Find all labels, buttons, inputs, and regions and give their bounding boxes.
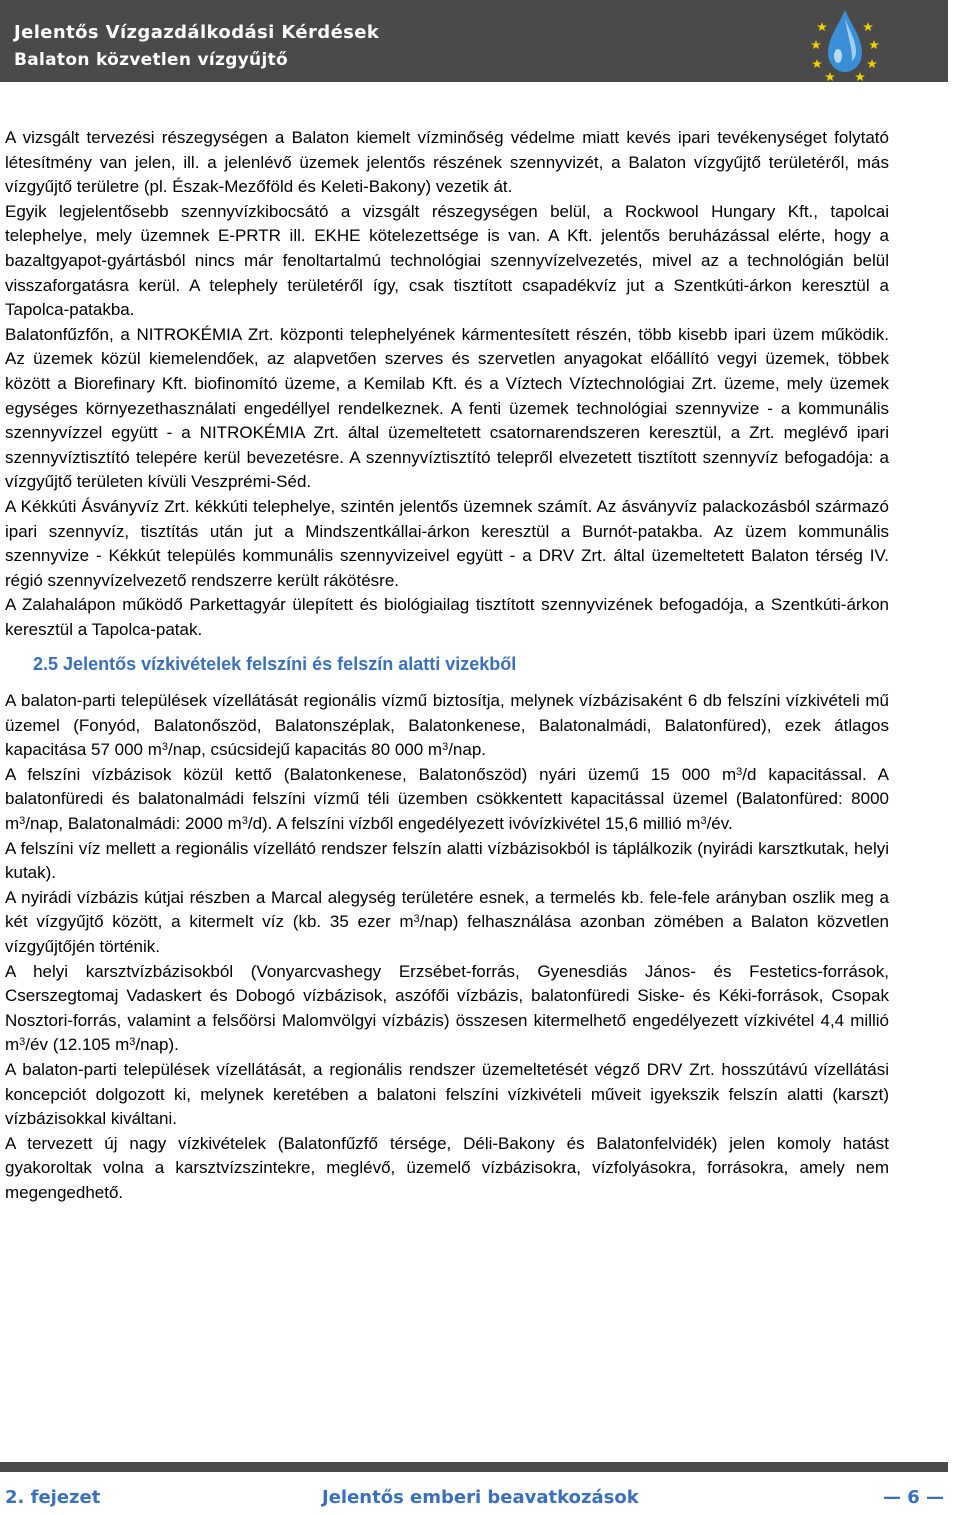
eu-water-drop-logo-icon <box>808 6 882 84</box>
header-subtitle: Balaton közvetlen vízgyűjtő <box>14 50 288 70</box>
paragraph: A Kékkúti Ásványvíz Zrt. kékkúti telephelye, szintén jelentős üzemnek számít. Az ásványvíz palackozásból származó ipari szennyvíz, tisztítás után jut a Mindszentkállai-árkon keresztül a Burnót-patakba. Az üzem kommunális szennyvize - Kékkút település kommunális szennyvizeivel együtt - a DRV Zrt. által üzemeltetett Balaton térség IV. régió szennyvízelvezető rendszerre került rákötésre. <box>5 496 889 590</box>
paragraph: A tervezett új nagy vízkivételek (Balatonfűzfő térsége, Déli-Bakony és Balatonfelvidék) jelen komoly hatást gyakoroltak volna a karsztvízszintekre, meglévő, üzemelő vízbázisokra, vízfolyásokra, forrásokra, amely nem megengedhető. <box>5 1133 889 1202</box>
page-footer <box>0 1487 948 1513</box>
footer-chapter: 2. fejezet <box>5 1487 101 1508</box>
footer-page-number: — 6 — <box>882 1487 944 1508</box>
paragraph: A balaton-parti települések vízellátását regionális vízmű biztosítja, melynek vízbázisaként 6 db felszíni vízkivételi mű üzemel (Fonyód, Balatonőszöd, Balatonszéplak, Balatonkenese, Balatonalmádi, Balatonfüred), ezek átlagos kapacitása 57 000 $m^3$/nap, csúcsidejű kapacitás 80 000 $m^3$/nap. <box>5 691 889 760</box>
document-body <box>5 126 889 1206</box>
section-number: 2.5 <box>33 654 59 675</box>
paragraph: A helyi karsztvízbázisokból (Vonyarcvashegy Erzsébet-forrás, Gyenesdiás János- és Festetics-források, Cserszegtomaj Vadaskert és Dobogó vízbázisok, aszófői vízbázis, balatonfüredi Siske- és Kéki-források, Csopak Nosztori-forrás, valamint a felsőörsi Malomvölgyi vízbázis) összesen kitermelhető engedélyezett vízkivétel 4,4 millió $m^3/év$ (12.105 $m^3/nap$). <box>5 961 889 1055</box>
header-title: Jelentős Vízgazdálkodási Kérdések <box>14 22 380 43</box>
footer-chapter-title: Jelentős emberi beavatkozások <box>322 1487 639 1508</box>
section-heading <box>33 652 889 677</box>
footer-divider <box>0 1462 948 1472</box>
paragraph: Egyik legjelentősebb szennyvízkibocsátó a vizsgált részegységen belül, a Rockwool Hungary Kft., tapolcai telephelye, mely üzemnek E-PRTR ill. EKHE kötelezettsége is van. A Kft. jelentős beruházással elérte, hogy a bazaltgyapot-gyártásból nincs már fenoltartalmú technológiai szennyvízelvezetés, mivel az a technológián belül visszaforgatásra kerül. A telephely területéről így, csak tisztított csapadékvíz jut a Szentkúti-árkon keresztül a Tapolca-patakba. <box>5 201 889 320</box>
paragraph: A Zalahalápon működő Parkettagyár ülepített és biológiailag tisztított szennyvizének befogadója, a Szentkúti-árkon keresztül a Tapolca-patak. <box>5 595 889 639</box>
paragraph: A felszíni víz mellett a regionális vízellátó rendszer felszín alatti vízbázisokból is táplálkozik (nyirádi karsztkutak, helyi kutak). <box>5 838 889 883</box>
page-header <box>0 0 948 82</box>
section-title: Jelentős vízkivételek felszíni és felszín alatti vizekből <box>63 654 517 675</box>
paragraph: A felszíni vízbázisok közül kettő (Balatonkenese, Balatonőszöd) nyári üzemű 15 000 $m^3/d$ kapacitással. A balatonfüredi és balatonalmádi felszíni vízmű téli üzemben csökkentett kapacitással üzemel (Balatonfüred: 8000 $m^3$/nap, Balatonalmádi: 2000 $m^3/d$). A felszíni vízből engedélyezett ivóvízkivétel 15,6 millió $m^3/év$. <box>5 764 889 834</box>
paragraph: Balatonfűzfőn, a NITROKÉMIA Zrt. központi telephelyének kármentesített részén, több kisebb ipari üzem működik. Az üzemek közül kiemelendőek, az alapvetően szerves és szervetlen anyagokat előállító vegyi üzemek, többek között a Biorefinary Kft. biofinomító üzeme, a Kemilab Kft. és a Víztech Víztechnológiai Zrt. üzeme, mely üzemek egységes környezethasználati engedéllyel rendelkeznek. A fenti üzemek technológiai szennyvize - a kommunális szennyvízzel együtt - a NITROKÉMIA Zrt. által üzemeltetett csatornarendszeren keresztül, a Zrt. meglévő ipari szennyvíztisztító telepére kerül bevezetésre. A szennyvíztisztító telepről elvezetett tisztított szennyvíz befogadója: a vízgyűjtő területen kívüli Veszprémi-Séd. <box>5 324 889 492</box>
paragraph: A nyirádi vízbázis kútjai részben a Marcal alegység területére esnek, a termelés kb. fele-fele arányban oszlik meg a két vízgyűjtő között, a kitermelt víz (kb. 35 ezer $m^3/nap$) felhasználása azonban zömében a Balaton közvetlen vízgyűjtőjén történik. <box>5 887 889 956</box>
paragraph: A balaton-parti települések vízellátását, a regionális rendszer üzemeltetését végző DRV Zrt. hosszútávú vízellátási koncepciót dolgozott ki, melynek keretében a balatoni felszíni vízkivételi műveit igyekszik felszín alatti (karszt) vízbázisokkal kiváltani. <box>5 1059 889 1129</box>
paragraph: A vizsgált tervezési részegységen a Balaton kiemelt vízminőség védelme miatt kevés ipari tevékenységet folytató létesítmény van jelen, ill. a jelenlévő üzemek jelentős részének szennyvizét, a Balaton vízgyűjtő területéről, más vízgyűjtő területre (pl. Észak-Mezőföld és Keleti-Bakony) vezetik át. <box>5 128 889 197</box>
